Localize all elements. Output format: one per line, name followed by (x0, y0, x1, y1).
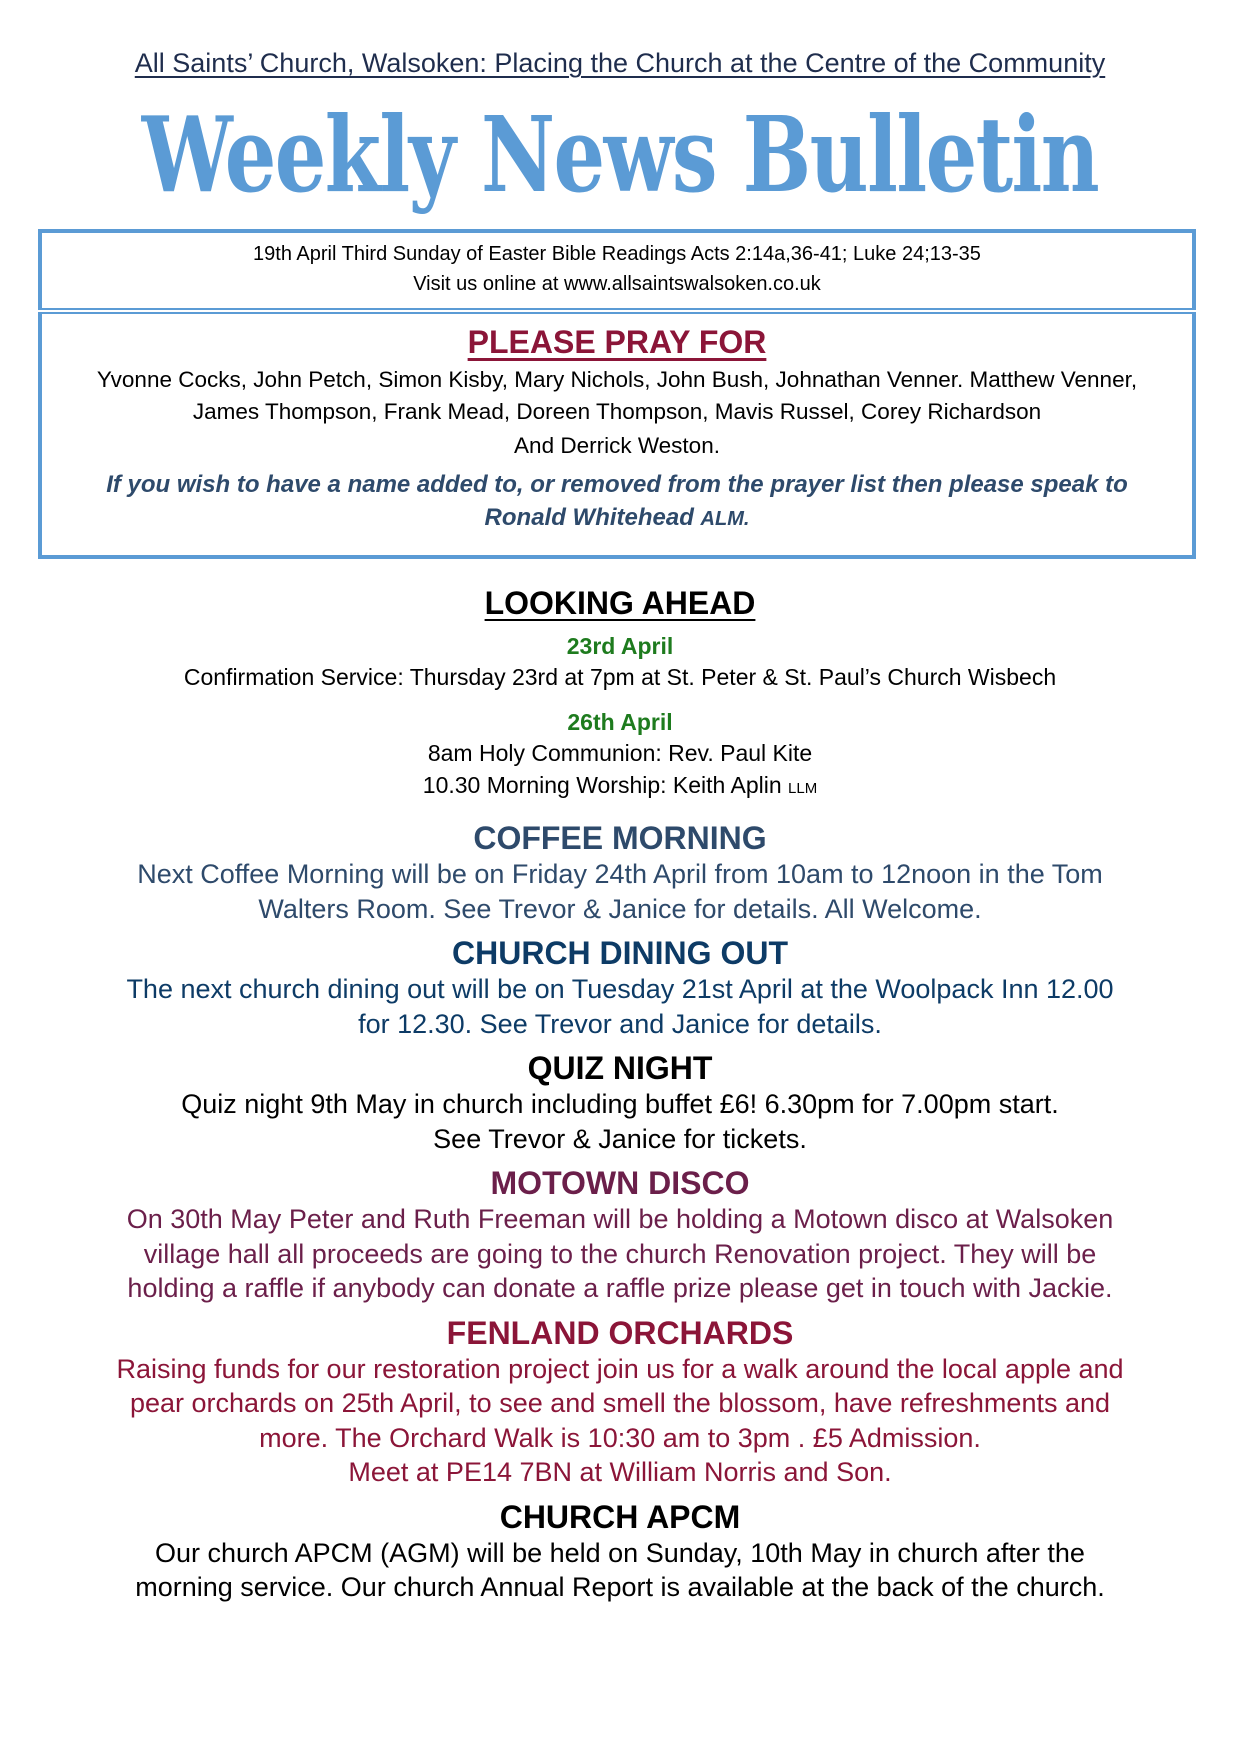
holy-communion: 8am Holy Communion: Rev. Paul Kite (427, 740, 813, 766)
church-tagline (0, 48, 1240, 79)
motown-disco-body (40, 1202, 1200, 1306)
fenland-line: more. The Orchard Walk is 10:30 am to 3pm . £5 Admission. (259, 1422, 981, 1453)
apcm-line: Our church APCM (AGM) will be held on Sunday, 10th May in church after the (155, 1537, 1085, 1568)
prayer-note-line-2 (42, 501, 1192, 536)
fenland-orchards-heading: FENLAND ORCHARDS (446, 1314, 794, 1351)
fenland-orchards-body (40, 1352, 1200, 1490)
prayer-list-title: PLEASE PRAY FOR (467, 324, 767, 360)
morning-worship (40, 769, 1200, 805)
fenland-line: Raising funds for our restoration project join us for a walk around the local apple and (116, 1353, 1124, 1384)
motown-disco-heading: MOTOWN DISCO (490, 1165, 750, 1201)
event-date-26th: 26th April (567, 709, 673, 735)
website-line: Visit us online at www.allsaintswalsoken.co.uk (413, 273, 821, 295)
coffee-line: Next Coffee Morning will be on Friday 24th April from 10am to 12noon in the Tom (137, 859, 1103, 889)
motown-line: holding a raffle if anybody can donate a raffle prize please get in touch with Jackie. (127, 1273, 1113, 1303)
service-readings: 19th April Third Sunday of Easter Bible Readings Acts 2:14a,36-41; Luke 24;13-35 (253, 243, 981, 265)
prayer-note-line-1: If you wish to have a name added to, or removed from the prayer list then please speak to (106, 471, 1128, 498)
confirmation-service: Confirmation Service: Thursday 23rd at 7pm at St. Peter & St. Paul’s Church Wisbech (183, 664, 1057, 690)
quiz-night-heading: QUIZ NIGHT (527, 1050, 713, 1086)
bulletin-masthead: Weekly News Bulletin (141, 93, 1099, 216)
apcm-body (40, 1536, 1200, 1605)
quiz-line: See Trevor & Janice for tickets. (433, 1123, 807, 1154)
coffee-morning-heading: COFFEE MORNING (473, 820, 767, 856)
apcm-line: morning service. Our church Annual Report is available at the back of the church. (135, 1572, 1105, 1602)
quiz-night-body (40, 1087, 1200, 1156)
prayer-names-line-2: James Thompson, Frank Mead, Doreen Thompson, Mavis Russel, Corey Richardson (192, 399, 1042, 424)
prayer-list-box (38, 312, 1196, 559)
fenland-line: Meet at PE14 7BN at William Norris and Son. (348, 1457, 892, 1487)
prayer-names-line-3: And Derrick Weston. (514, 433, 720, 458)
contact-name: Ronald Whitehead (484, 504, 701, 531)
contact-title: ALM. (700, 508, 750, 530)
quiz-line: Quiz night 9th May in church including buffet £6! 6.30pm for 7.00pm start. (181, 1089, 1059, 1119)
prayer-list-note (42, 468, 1192, 536)
prayer-names-line-1: Yvonne Cocks, John Petch, Simon Kisby, Mary Nichols, John Bush, Johnathan Venner. Matthew Venner, (96, 367, 1138, 392)
bulletin-content (40, 583, 1200, 1605)
apcm-heading: CHURCH APCM (499, 1498, 741, 1535)
coffee-line: Walters Room. See Trevor & Janice for details. All Welcome. (258, 893, 982, 924)
tagline-text: All Saints’ Church, Walsoken: Placing the Church at the Centre of the Community (134, 48, 1106, 78)
event-date-23rd: 23rd April (566, 633, 674, 659)
looking-ahead-heading: LOOKING AHEAD (484, 585, 756, 621)
coffee-morning-body (40, 857, 1200, 926)
fenland-line: pear orchards on 25th April, to see and smell the blossom, have refreshments and (129, 1388, 1111, 1418)
morning-worship-text: 10.30 Morning Worship: Keith Aplin (422, 772, 789, 798)
dining-out-heading: CHURCH DINING OUT (452, 935, 788, 971)
dining-line: The next church dining out will be on Tuesday 21st April at the Woolpack Inn 12.00 (126, 974, 1114, 1004)
llm-suffix: LLM (788, 780, 818, 797)
motown-line: On 30th May Peter and Ruth Freeman will be holding a Motown disco at Walsoken (126, 1204, 1114, 1234)
dining-line: for 12.30. See Trevor and Janice for details. (358, 1008, 882, 1039)
motown-line: village hall all proceeds are going to the church Renovation project. They will be (143, 1238, 1097, 1269)
service-info-box (38, 229, 1196, 310)
dining-out-body (40, 972, 1200, 1041)
